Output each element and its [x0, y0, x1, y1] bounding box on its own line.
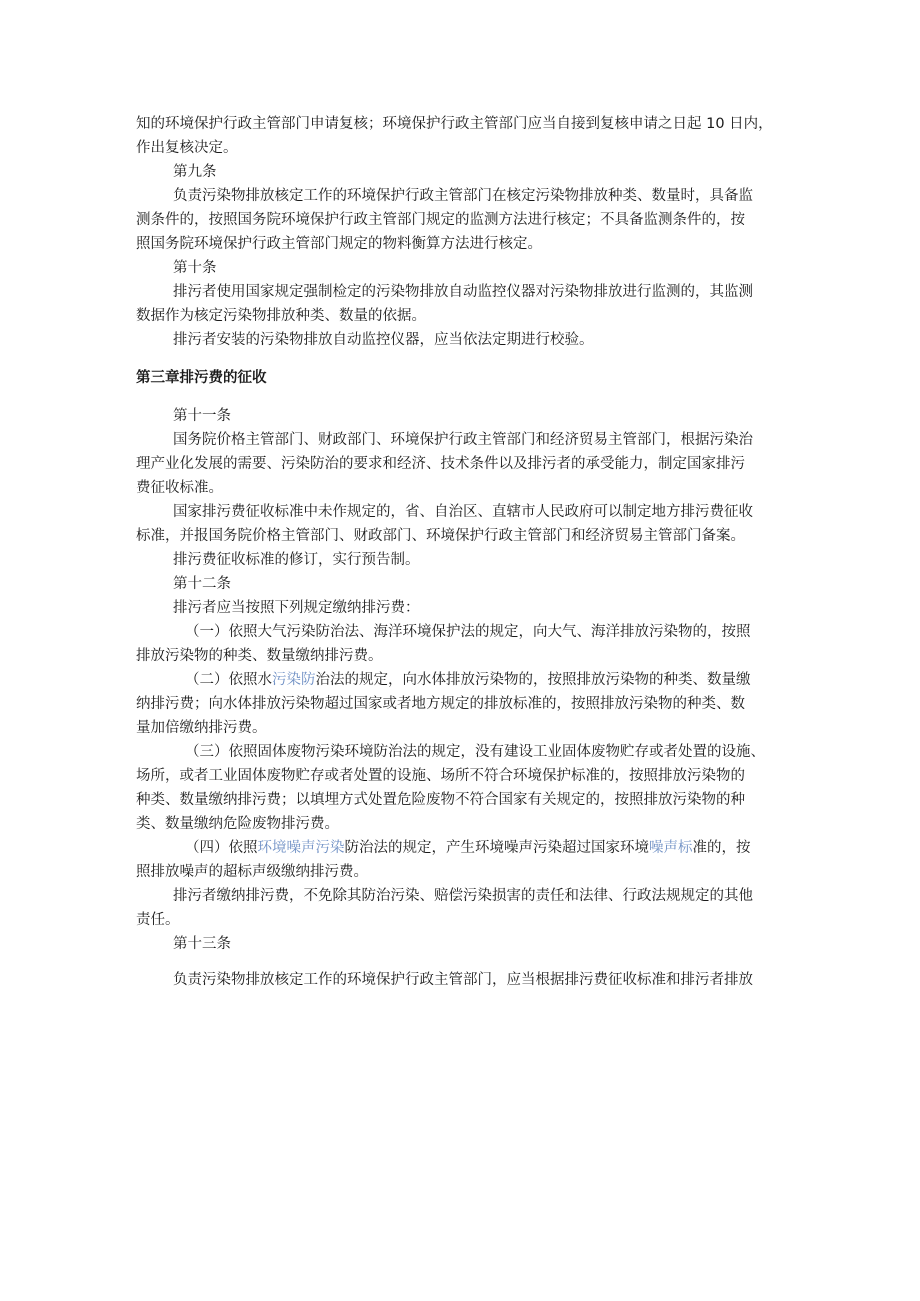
chapter-3-heading: 第三章排污费的征收 [136, 370, 267, 386]
text-line: 理产业化发展的需要、污染防治的要求和经济、技术条件以及排污者的承受能力，制定国家排污 [136, 456, 745, 472]
text-line: 排污者安装的污染物排放自动监控仪器，应当依法定期进行校验。 [173, 332, 594, 348]
keyword-link[interactable]: 污染防 [272, 672, 316, 688]
keyword-link[interactable]: 噪声标 [649, 840, 693, 856]
text-span: （四）依照 [185, 840, 258, 856]
text-line: （三）依照固体废物污染环境防治法的规定，没有建设工业固体废物贮存或者处置的设施、 [185, 744, 765, 760]
article-13-title: 第十三条 [173, 936, 231, 952]
article-11-title: 第十一条 [173, 408, 231, 424]
text-span: （二）依照水 [185, 672, 272, 688]
text-line: 量加倍缴纳排污费。 [136, 720, 267, 736]
text-line: 排污者缴纳排污费，不免除其防治污染、赔偿污染损害的责任和法律、行政法规规定的其他 [173, 888, 753, 904]
text-line: 排放污染物的种类、数量缴纳排污费。 [136, 648, 383, 664]
text-line: 排污者使用国家规定强制检定的污染物排放自动监控仪器对污染物排放进行监测的，其监测 [173, 284, 753, 300]
text-line: 标准，并报国务院价格主管部门、财政部门、环境保护行政主管部门和经济贸易主管部门备案。 [136, 528, 745, 544]
text-span: 准的，按 [692, 840, 751, 856]
text-line: 数据作为核定污染物排放种类、数量的依据。 [136, 308, 426, 324]
text-line: （一）依照大气污染防治法、海洋环境保护法的规定，向大气、海洋排放污染物的，按照 [185, 624, 751, 640]
text-line: 类、数量缴纳危险废物排污费。 [136, 816, 339, 832]
text-line: 照排放噪声的超标声级缴纳排污费。 [136, 864, 368, 880]
text-line: 知的环境保护行政主管部门申请复核；环境保护行政主管部门应当自接到复核申请之日起 10 日内， [136, 116, 773, 132]
text-line: 国务院价格主管部门、财政部门、环境保护行政主管部门和经济贸易主管部门，根据污染治 [173, 432, 753, 448]
text-line: 排污费征收标准的修订，实行预告制。 [173, 552, 420, 568]
text-line [136, 836, 786, 860]
text-line: 照国务院环境保护行政主管部门规定的物料衡算方法进行核定。 [136, 236, 542, 252]
spacer [136, 956, 786, 968]
text-line: 场所，或者工业固体废物贮存或者处置的设施、场所不符合环境保护标准的，按照排放污染物的 [136, 768, 745, 784]
text-line: 负责污染物排放核定工作的环境保护行政主管部门，应当根据排污费征收标准和排污者排放 [173, 972, 753, 988]
text-line: 责任。 [136, 912, 180, 928]
text-line: 负责污染物排放核定工作的环境保护行政主管部门在核定污染物排放种类、数量时，具备监 [173, 188, 753, 204]
keyword-link[interactable]: 环境噪声污染 [257, 840, 345, 856]
text-line: 纳排污费；向水体排放污染物超过国家或者地方规定的排放标准的，按照排放污染物的种类、数 [136, 696, 745, 712]
text-line: 种类、数量缴纳排污费；以填埋方式处置危险废物不符合国家有关规定的，按照排放污染物的种 [136, 792, 745, 808]
spacer [136, 352, 786, 366]
text-span: 防治法的规定，产生环境噪声污染超过国家环境 [344, 840, 649, 856]
text-line: 国家排污费征收标准中未作规定的，省、自治区、直辖市人民政府可以制定地方排污费征收 [173, 504, 753, 520]
text-line: 费征收标准。 [136, 480, 223, 496]
text-span: 治法的规定，向水体排放污染物的，按照排放污染物的种类、数量缴 [315, 672, 751, 688]
document-body [136, 112, 786, 992]
spacer [136, 390, 786, 404]
article-12-title: 第十二条 [173, 576, 231, 592]
article-9-title: 第九条 [173, 164, 217, 180]
article-10-title: 第十条 [173, 260, 217, 276]
text-line: 作出复核决定。 [136, 140, 238, 156]
text-line: 测条件的，按照国务院环境保护行政主管部门规定的监测方法进行核定；不具备监测条件的，按 [136, 212, 745, 228]
text-line [136, 668, 786, 692]
text-line: 排污者应当按照下列规定缴纳排污费： [173, 600, 420, 616]
